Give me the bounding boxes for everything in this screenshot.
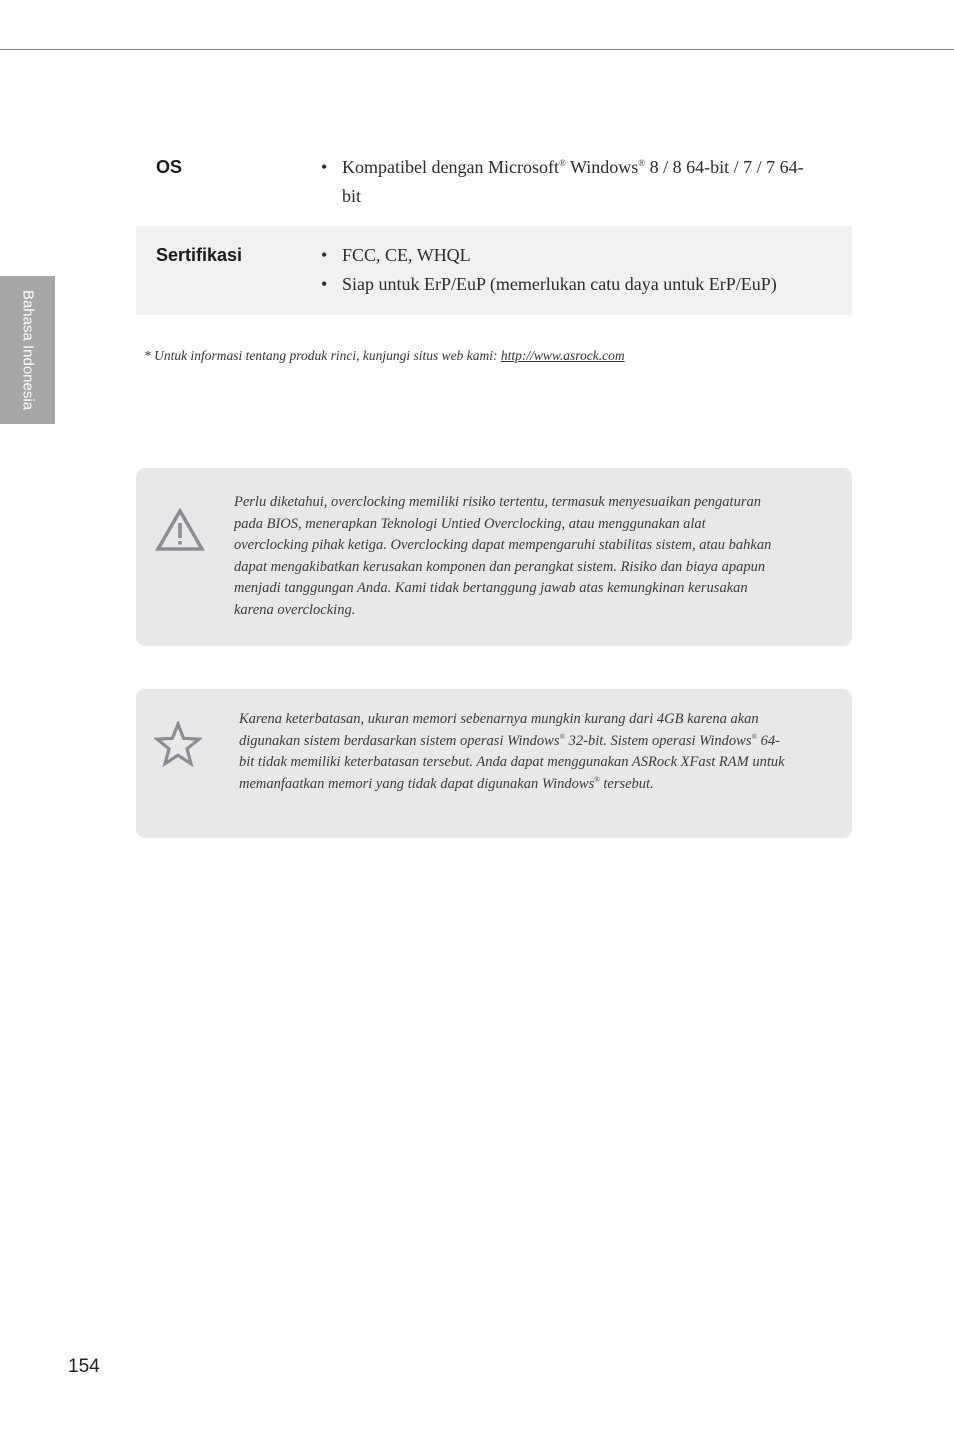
spec-label-os: OS: [156, 157, 183, 177]
list-item: • Kompatibel dengan Microsoft® Windows® 8 / 8 64-bit / 7 / 7 64-bit: [321, 153, 821, 211]
warning-text: Perlu diketahui, overclocking memiliki risiko tertentu, termasuk menyesuaikan pengaturan pada BIOS, menerapkan Teknologi Untied Overclocking, atau menggunakan alat overclocking pihak ketiga. Overclocking dapat mempengaruhi stabilitas sistem, atau bahkan dapat mengakibatkan kerusakan komponen dan perangkat sistem. Risiko dan biaya apapun menjadi tanggungan Anda. Kami tidak bertanggung jawab atas kemungkinan kerusakan karena overclocking.: [234, 494, 772, 618]
footnote-text: * Untuk informasi tentang produk rinci, kunjungi situs web kami:: [144, 348, 501, 363]
asrock-website-link[interactable]: http://www.asrock.com: [500, 348, 625, 363]
header-rule: [0, 49, 954, 50]
memory-text: Karena keterbatasan, ukuran memori sebenarnya mungkin kurang dari 4GB karena akan digunakan sistem berdasarkan sistem operasi Windows® 32-bit. Sistem operasi Windows® 64-bit tidak memiliki keterbatasan tersebut. Anda dapat menggunakan ASRock XFast RAM untuk memanfaatkan memori yang tidak dapat digunakan Windows® tersebut.: [239, 711, 785, 792]
overclocking-warning-notice: [136, 468, 852, 646]
spec-row-os: [136, 138, 852, 226]
memory-limit-notice: [136, 689, 852, 838]
footnote: [144, 348, 625, 364]
spec-items-os: [321, 153, 821, 211]
star-icon: [154, 721, 202, 767]
list-item: • Siap untuk ErP/EuP (memerlukan catu daya untuk ErP/EuP): [321, 270, 846, 299]
side-tab-label: Bahasa Indonesia: [19, 289, 36, 411]
language-side-tab: [0, 276, 55, 424]
page-number: 154: [68, 1356, 100, 1377]
spec-items-certification: [321, 241, 846, 299]
warning-triangle-icon: [155, 508, 205, 552]
spec-label-certification: Sertifikasi: [156, 245, 243, 265]
list-item: • FCC, CE, WHQL: [321, 241, 846, 270]
spec-row-certification: [136, 226, 852, 315]
